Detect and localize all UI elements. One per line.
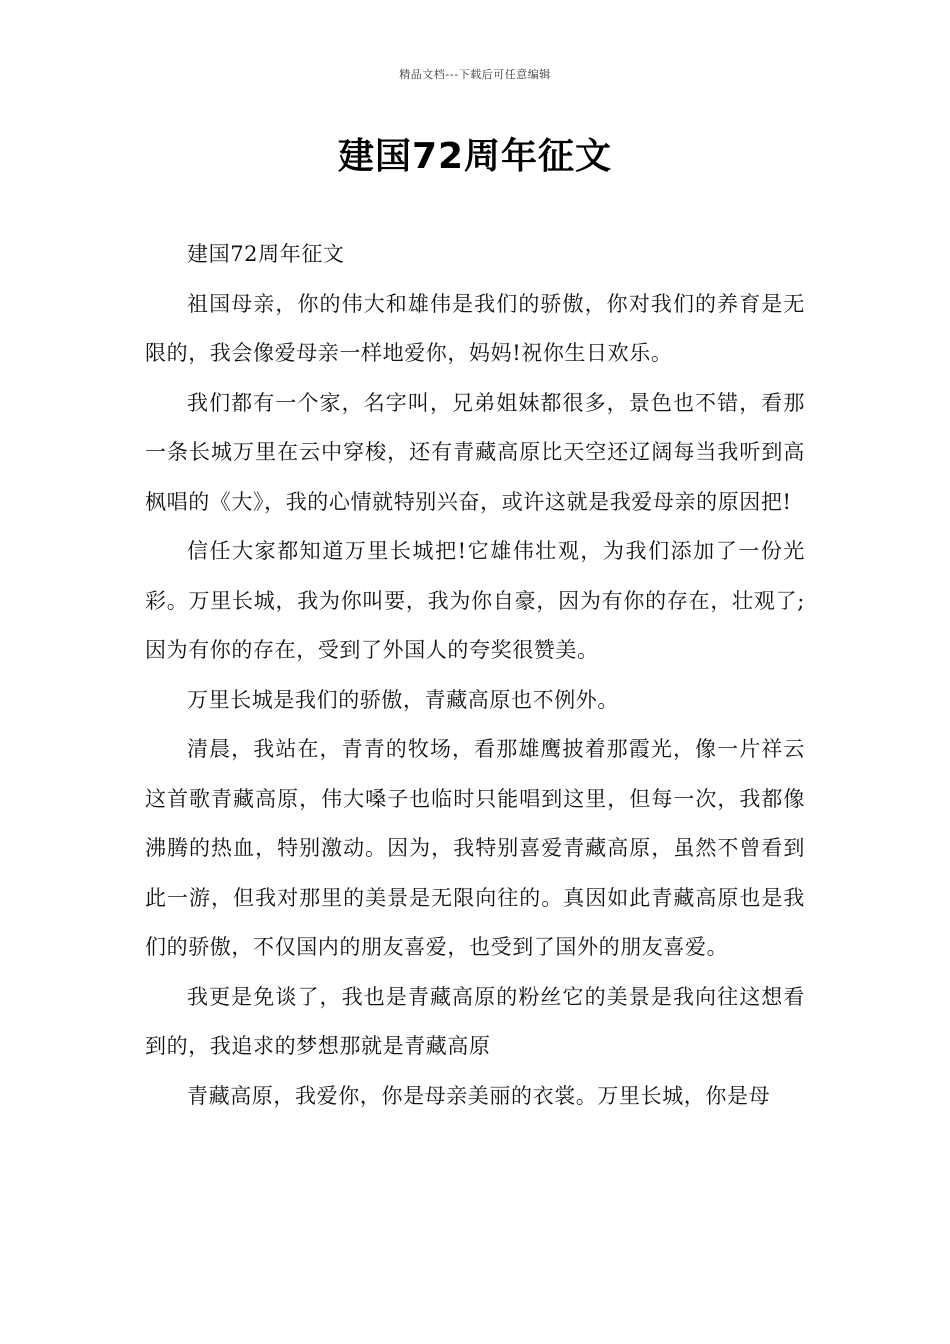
paragraph: 祖国母亲，你的伟大和雄伟是我们的骄傲，你对我们的养育是无限的，我会像爱母亲一样地爱你，妈妈!祝你生日欢乐。 <box>145 291 805 365</box>
paragraph: 信任大家都知道万里长城把!它雄伟壮观，为我们添加了一份光彩。万里长城，我为你叫要，我为你自豪，因为有你的存在，壮观了;因为有你的存在，受到了外国人的夸奖很赞美。 <box>145 539 805 662</box>
paragraph: 清晨，我站在，青青的牧场，看那雄鹰披着那霞光，像一片祥云这首歌青藏高原，伟大嗓子也临时只能唱到这里，但每一次，我都像沸腾的热血，特别激动。因为，我特别喜爱青藏高原，虽然不曾看到此一游，但我对那里的美景是无限向往的。真因如此青藏高原也是我们的骄傲，不仅国内的朋友喜爱，也受到了国外的朋友喜爱。 <box>145 737 805 959</box>
paragraph: 青藏高原，我爱你，你是母亲美丽的衣裳。万里长城，你是母 <box>187 1083 771 1108</box>
paragraph-subtitle: 建国72周年征文 <box>187 242 345 266</box>
paragraph: 万里长城是我们的骄傲，青藏高原也不例外。 <box>187 687 619 712</box>
paragraph: 我更是免谈了，我也是青藏高原的粉丝它的美景是我向往这想看到的，我追求的梦想那就是青藏高原 <box>145 984 805 1058</box>
paragraph: 我们都有一个家，名字叫，兄弟姐妹都很多，景色也不错，看那一条长城万里在云中穿梭，还有青藏高原比天空还辽阔每当我听到高枫唱的《大》，我的心情就特别兴奋，或许这就是我爱母亲的原因把! <box>145 390 805 514</box>
header-note: 精品文档---下载后可任意编辑 <box>399 68 551 81</box>
document-body <box>145 230 805 1121</box>
page-title: 建国72周年征文 <box>337 136 613 177</box>
